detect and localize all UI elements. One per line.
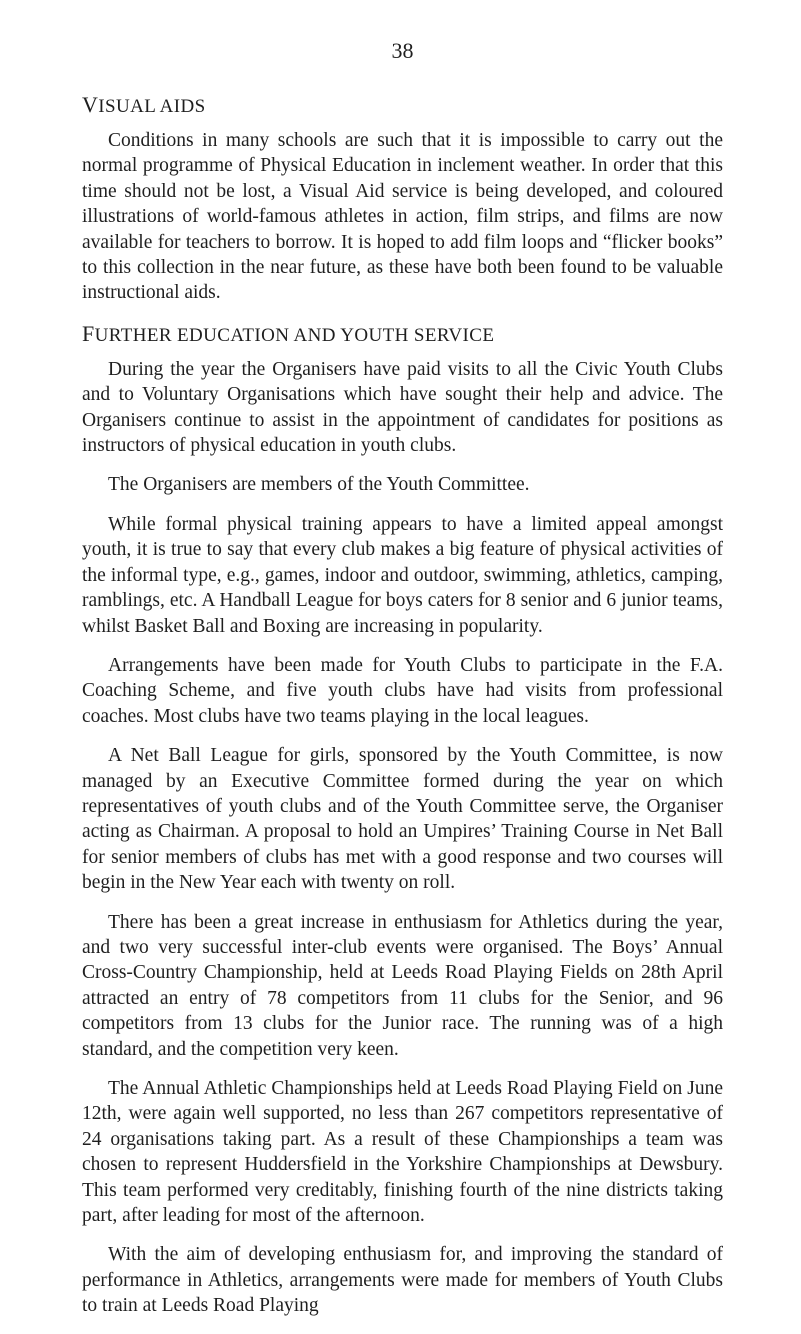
paragraph-spacer <box>82 1228 723 1242</box>
paragraph: Arrangements have been made for Youth Clubs to participate in the F.A. Coaching Scheme, and five youth clubs have had visits from professional coaches. Most clubs have two teams playing in the local leagues. <box>82 654 723 727</box>
paragraph: The Organisers are members of the Youth Committee. <box>108 474 530 496</box>
paragraph: Conditions in many schools are such that it is impossible to carry out the normal programme of Physical Education in inclement weather. In order that this time should not be lost, a Visual Aid service is being developed, and coloured illustrations of world-famous athletes in action, film strips, and films are now available for teachers to borrow. It is hoped to add film loops and “flicker books” to this collection in the near future, as these have both been found to be valuable instructional aids. <box>82 130 723 304</box>
paragraph-spacer <box>82 639 723 653</box>
paragraph-spacer <box>82 498 723 512</box>
paragraph-spacer <box>82 1062 723 1076</box>
paragraph-spacer <box>82 729 723 743</box>
paragraph: During the year the Organisers have paid visits to all the Civic Youth Clubs and to Voluntary Organisations which have sought their help and advice. The Organisers continue to assist in the appointment of candidates for positions as instructors of physical education in youth clubs. <box>82 358 723 457</box>
paragraph: The Annual Athletic Championships held at Leeds Road Playing Field on June 12th, were again well supported, no less than 267 competitors representative of 24 organisations taking part. As a result of these Championships a team was chosen to represent Huddersfield in the Yorkshire Championships at Dewsbury. This team performed very creditably, finishing fourth of the nine districts taking part, after leading for most of the afternoon. <box>82 1078 723 1227</box>
section-heading-further-education: FURTHER EDUCATION AND YOUTH SERVICE <box>82 320 495 346</box>
paragraph: While formal physical training appears to have a limited appeal amongst youth, it is true to say that every club makes a big feature of physical activities of the informal type, e.g., games, indoor and outdoor, swimming, athletics, camping, ramblings, etc. A Handball League for boys caters for 8 senior and 6 junior teams, whilst Basket Ball and Boxing are increasing in popularity. <box>82 513 723 637</box>
paragraph: There has been a great increase in enthusiasm for Athletics during the year, and two very successful inter-club events were organised. The Boys’ Annual Cross-Country Championship, held at Leeds Road Playing Fields on 28th April attracted an entry of 78 competitors from 11 clubs for the Senior, and 96 competitors from 13 clubs for the Junior race. The running was of a high standard, and the competition very keen. <box>82 911 723 1060</box>
paragraph-spacer <box>82 896 723 910</box>
section-heading-visual-aids: VISUAL AIDS <box>82 92 206 117</box>
section-spacer <box>82 306 723 322</box>
paragraph-spacer <box>82 458 723 472</box>
paragraph: A Net Ball League for girls, sponsored by the Youth Committee, is now managed by an Executive Committee formed during the year on which representatives of youth clubs and of the Youth Committee serve, the Organiser acting as Chairman. A proposal to hold an Umpires’ Training Course in Net Ball for senior members of clubs has met with a good response and two courses will begin in the New Year each with twenty on roll. <box>82 745 723 894</box>
paragraph: With the aim of developing enthusiasm for, and improving the standard of performance in Athletics, arrangements were made for members of Youth Clubs to train at Leeds Road Playing <box>82 1244 723 1317</box>
page-number: 38 <box>391 38 414 63</box>
